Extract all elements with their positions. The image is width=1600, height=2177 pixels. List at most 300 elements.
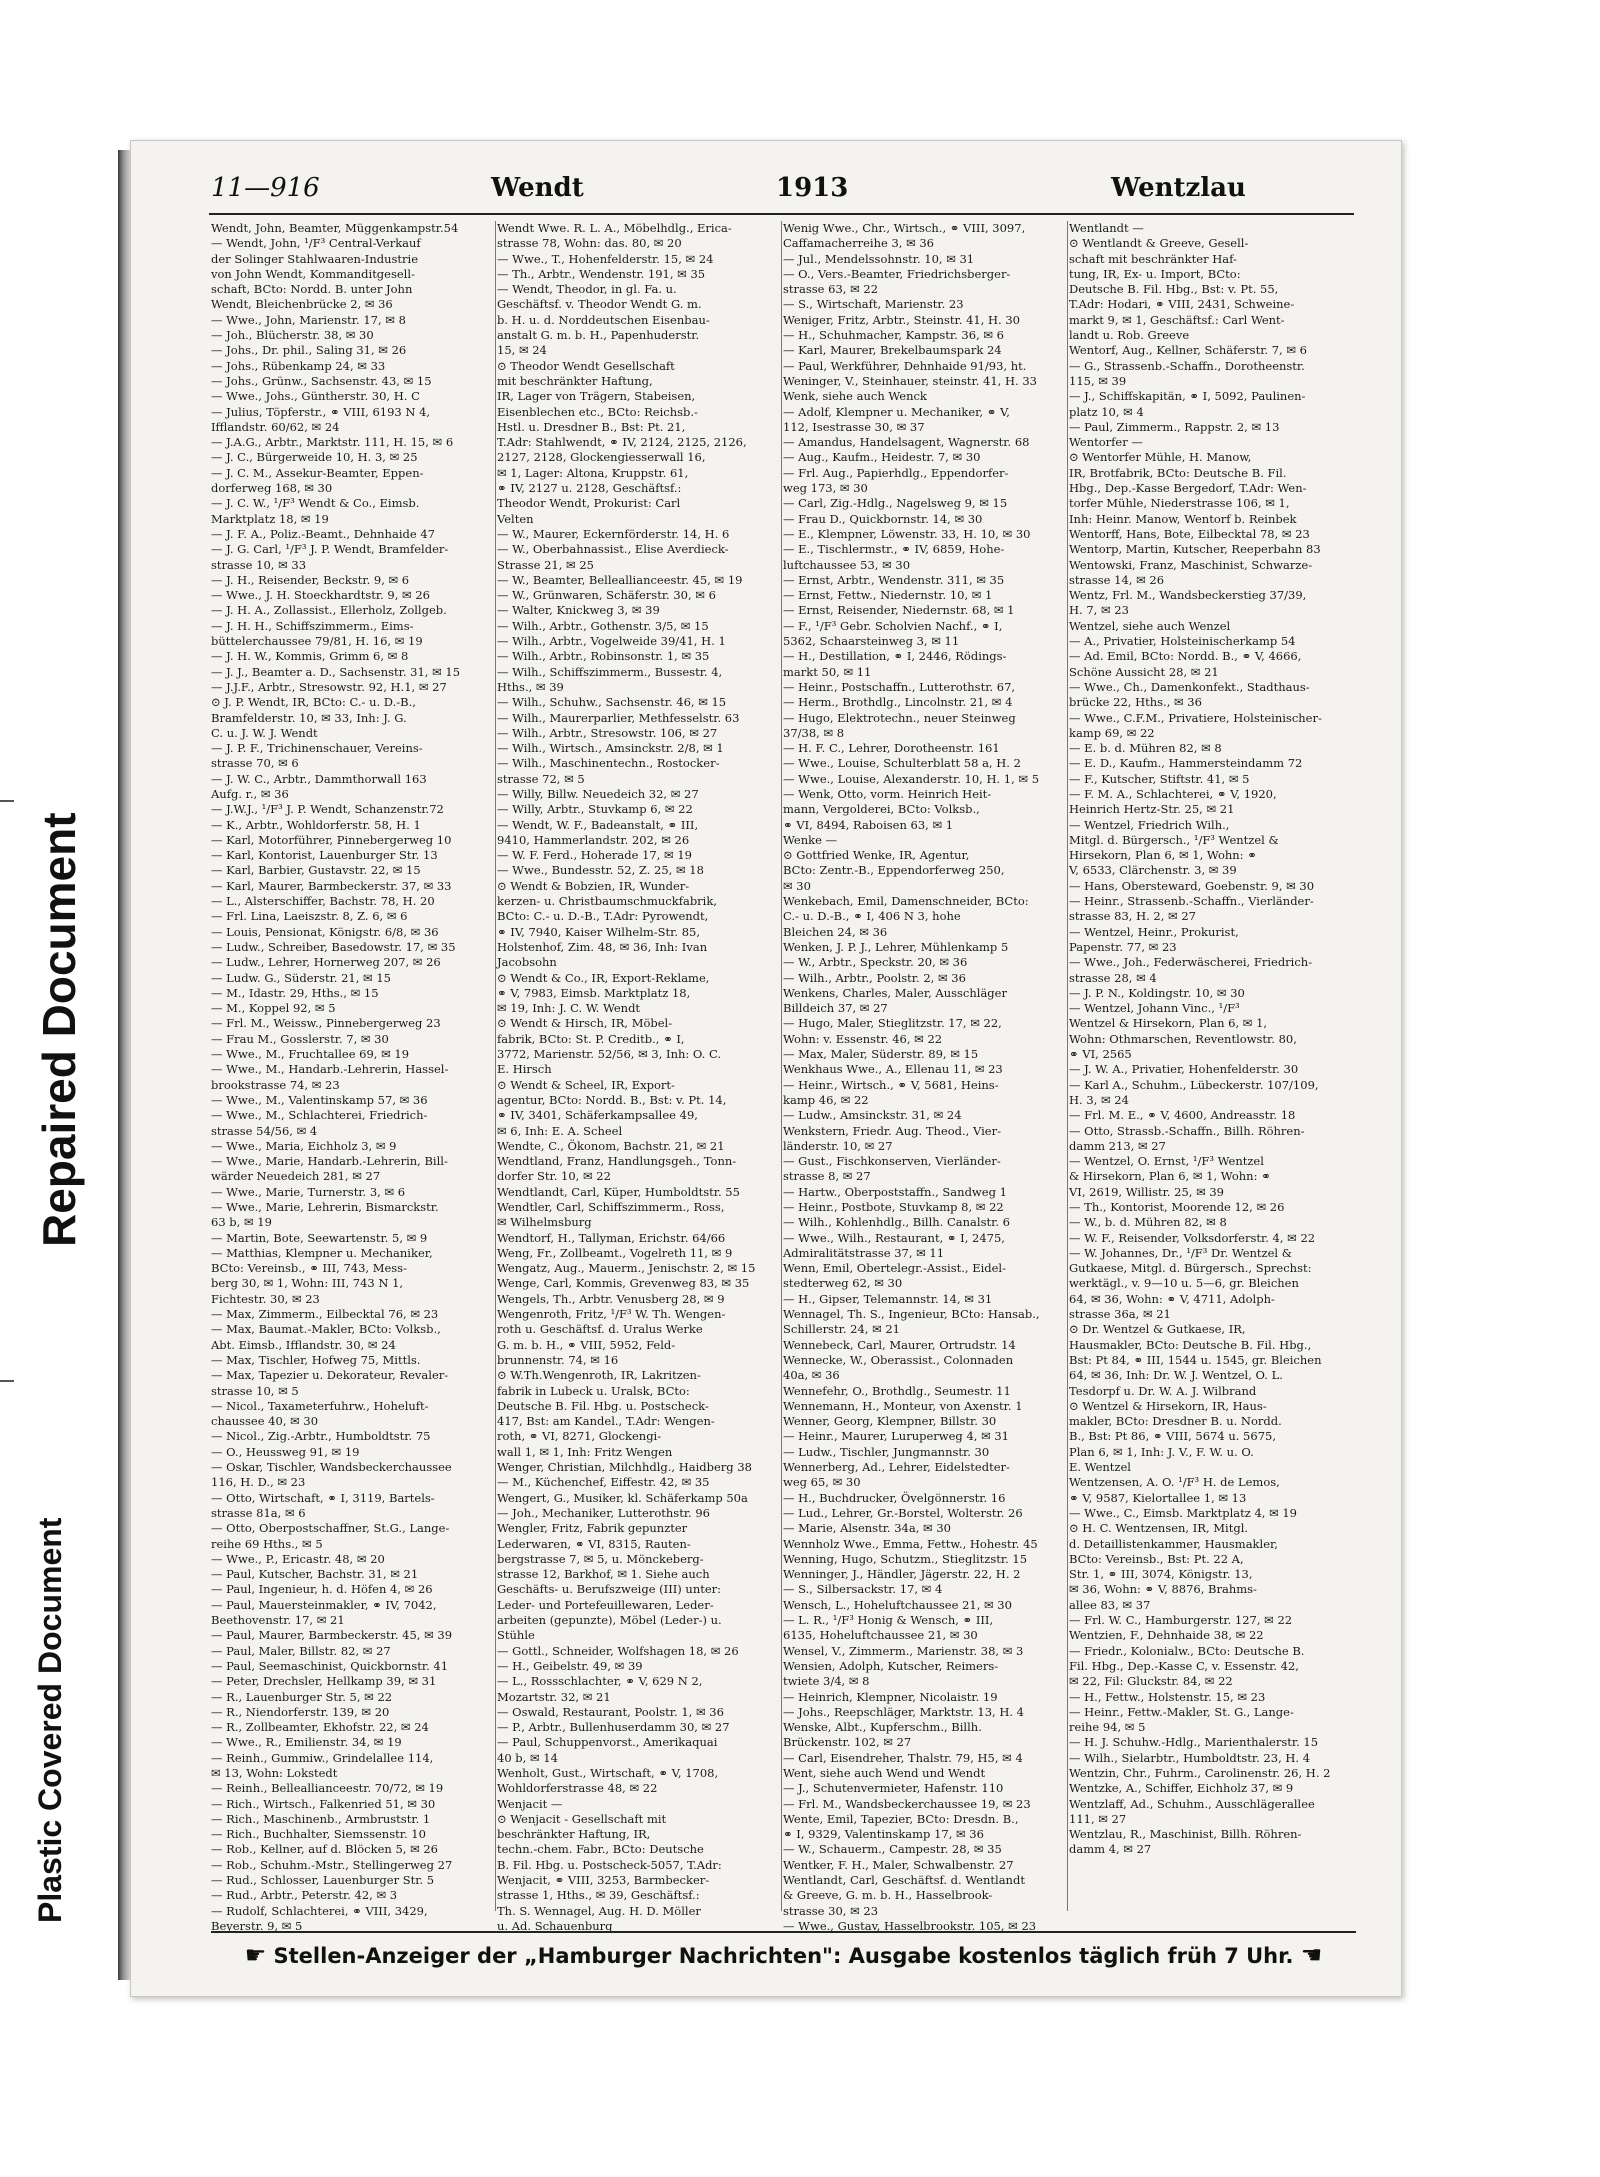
- directory-entry: — Ernst, Fettw., Niedernstr. 10, ✉ 1: [783, 588, 993, 603]
- directory-entry: BCto: Vereinsb., Bst: Pt. 22 A,: [1069, 1551, 1244, 1566]
- directory-entry: — Wwe., M., Schlachterei, Friedrich-: [211, 1108, 428, 1123]
- directory-entry: — J. P. N., Koldingstr. 10, ✉ 30: [1069, 985, 1245, 1000]
- directory-entry: ⚭ VI, 8494, Raboisen 63, ✉ 1: [783, 817, 954, 832]
- directory-entry: — Ad. Emil, BCto: Nordd. B., ⚭ V, 4666,: [1069, 649, 1302, 664]
- directory-entry: — Julius, Töpferstr., ⚭ VIII, 6193 N 4,: [211, 404, 431, 419]
- directory-entry: — Ernst, Reisender, Niedernstr. 68, ✉ 1: [783, 603, 1015, 618]
- directory-entry: — Peter, Drechsler, Hellkamp 39, ✉ 31: [211, 1674, 437, 1689]
- directory-entry: Hbg., Dep.-Kasse Bergedorf, T.Adr: Wen-: [1069, 481, 1307, 496]
- directory-entry: — Wilh., Maschinentechn., Rostocker-: [497, 756, 720, 771]
- directory-entry: — Wendt, W. F., Badeanstalt, ⚭ III,: [497, 817, 699, 832]
- directory-entry: kamp 69, ✉ 22: [1069, 725, 1155, 740]
- directory-entry: werktägl., v. 9—10 u. 5—6, gr. Bleichen: [1069, 1276, 1299, 1291]
- directory-entry: — Paul, Werkführer, Dehnhaide 91/93, ht.: [783, 358, 1027, 373]
- directory-entry: — Th., Arbtr., Wendenstr. 191, ✉ 35: [497, 266, 706, 281]
- directory-entry: chaussee 40, ✉ 30: [211, 1414, 319, 1429]
- directory-entry: Wenge, Carl, Kommis, Grevenweg 83, ✉ 35: [497, 1276, 750, 1291]
- directory-entry: — Wenk, Otto, vorm. Heinrich Heit-: [783, 786, 992, 801]
- directory-entry: ⊙ Wendt & Scheel, IR, Export-: [497, 1077, 675, 1092]
- directory-entry: — Max, Baumat.-Makler, BCto: Volksb.,: [211, 1322, 441, 1337]
- directory-entry: ⚭ V, 7983, Eimsb. Marktplatz 18,: [497, 985, 691, 1000]
- directory-entry: d. Detaillistenkammer, Hausmakler,: [1069, 1536, 1278, 1551]
- page-header: [211, 173, 1351, 207]
- directory-entry: 111, ✉ 27: [1069, 1811, 1127, 1826]
- directory-entry: ⊙ Wendt & Bobzien, IR, Wunder-: [497, 878, 690, 893]
- directory-entry: — Max, Tapezier u. Dekorateur, Revaler-: [211, 1368, 449, 1383]
- directory-entry: — Ludw., Schreiber, Basedowstr. 17, ✉ 35: [211, 939, 456, 954]
- directory-entry: — Wwe., M., Fruchtallee 69, ✉ 19: [211, 1047, 410, 1062]
- directory-entry: Fichtestr. 30, ✉ 23: [211, 1291, 320, 1306]
- directory-entry: fabrik in Lubeck u. Uralsk, BCto:: [497, 1383, 690, 1398]
- directory-entry: — Rich., Wirtsch., Falkenried 51, ✉ 30: [211, 1796, 436, 1811]
- directory-entry: — Rob., Kellner, auf d. Blöcken 5, ✉ 26: [211, 1842, 438, 1857]
- directory-entry: brunnenstr. 74, ✉ 16: [497, 1352, 619, 1367]
- directory-entry: & Greeve, G. m. b. H., Hasselbrook-: [783, 1888, 993, 1903]
- directory-entry: — Johs., Grünw., Sachsenstr. 43, ✉ 15: [211, 373, 432, 388]
- directory-entry: Wentlandt —: [1069, 221, 1144, 235]
- directory-entry: — Wwe., T., Hohenfelderstr. 15, ✉ 24: [497, 251, 714, 266]
- directory-entry: strasse 36a, ✉ 21: [1069, 1307, 1171, 1322]
- directory-entry: Strasse 21, ✉ 25: [497, 557, 594, 572]
- directory-entry: — W., Arbtr., Speckstr. 20, ✉ 36: [783, 955, 968, 970]
- directory-entry: — J. H. W., Kommis, Grimm 6, ✉ 8: [211, 649, 409, 664]
- directory-entry: — J. F. A., Poliz.-Beamt., Dehnhaide 47: [211, 526, 435, 541]
- directory-entry: Beethovenstr. 17, ✉ 21: [211, 1613, 345, 1628]
- directory-entry: kamp 46, ✉ 22: [783, 1092, 869, 1107]
- directory-entry: Wohn: Othmarschen, Reventlowstr. 80,: [1069, 1031, 1297, 1046]
- directory-entry: — F., ¹/F³ Gebr. Scholvien Nachf., ⚭ I,: [783, 618, 1003, 633]
- directory-entry: — Carl, Zig.-Hdlg., Nagelsweg 9, ✉ 15: [783, 496, 1008, 511]
- directory-entry: Wenk, siehe auch Wenck: [783, 389, 927, 404]
- directory-entry: — Wilh., Maurerparlier, Methfesselstr. 63: [497, 710, 740, 725]
- directory-entry: techn.-chem. Fabr., BCto: Deutsche: [497, 1842, 704, 1857]
- directory-entry: strasse 30, ✉ 23: [783, 1903, 879, 1918]
- directory-entry: büttelerchaussee 79/81, H. 16, ✉ 19: [211, 634, 423, 649]
- directory-entry: — R., Niendorferstr. 139, ✉ 20: [211, 1704, 390, 1719]
- directory-entry: twiete 3/4, ✉ 8: [783, 1674, 870, 1689]
- column-divider: [1067, 221, 1068, 1911]
- directory-entry: — Willy, Arbtr., Stuvkamp 6, ✉ 22: [497, 802, 693, 817]
- directory-entry: — Reinh., Belleallianceestr. 70/72, ✉ 19: [211, 1781, 444, 1796]
- directory-entry: dorferweg 168, ✉ 30: [211, 481, 333, 496]
- directory-entry: strasse 72, ✉ 5: [497, 771, 585, 786]
- directory-entry: — Lud., Lehrer, Gr.-Borstel, Wolterstr. 26: [783, 1505, 1023, 1520]
- directory-entry: Hausmakler, BCto: Deutsche B. Fil. Hbg.,: [1069, 1337, 1312, 1352]
- directory-entry: — J. W. C., Arbtr., Dammthorwall 163: [211, 771, 427, 786]
- directory-entry: Bleichen 24, ✉ 36: [783, 924, 888, 939]
- directory-entry: & Hirsekorn, Plan 6, ✉ 1, Wohn: ⚭: [1069, 1169, 1271, 1184]
- directory-entry: Velten: [497, 511, 534, 526]
- directory-entry: strasse 63, ✉ 22: [783, 282, 879, 297]
- directory-entry: ✉ 36, Wohn: ⚭ V, 8876, Brahms-: [1069, 1582, 1257, 1597]
- directory-entry: luftchaussee 53, ✉ 30: [783, 557, 911, 572]
- directory-entry: — Wilh., Arbtr., Stresowstr. 106, ✉ 27: [497, 725, 718, 740]
- directory-entry: — J., Schiffskapitän, ⚭ I, 5092, Paulinen-: [1069, 389, 1306, 404]
- directory-entry: — H. F. C., Lehrer, Dorotheenstr. 161: [783, 741, 1000, 756]
- directory-entry: Wenke —: [783, 832, 838, 847]
- directory-entry: — Paul, Maurer, Barmbeckerstr. 45, ✉ 39: [211, 1628, 453, 1643]
- directory-entry: — Jul., Mendelssohnstr. 10, ✉ 31: [783, 251, 975, 266]
- directory-entry: — Martin, Bote, Seewartenstr. 5, ✉ 9: [211, 1230, 428, 1245]
- directory-entry: Geschäftsf. v. Theodor Wendt G. m.: [497, 297, 702, 312]
- directory-entry: — J. P. F., Trichinenschauer, Vereins-: [211, 741, 423, 756]
- directory-entry: — H., Fettw., Holstenstr. 15, ✉ 23: [1069, 1689, 1266, 1704]
- directory-entry: Wengenroth, Fritz, ¹/F³ W. Th. Wengen-: [497, 1307, 726, 1322]
- directory-entry: ⚭ IV, 2127 u. 2128, Geschäftsf.:: [497, 481, 682, 496]
- directory-entry: — J. H., Reisender, Beckstr. 9, ✉ 6: [211, 572, 410, 587]
- directory-entry: weg 173, ✉ 30: [783, 481, 868, 496]
- directory-entry: strasse 81a, ✉ 6: [211, 1505, 306, 1520]
- pointing-hand-right-icon: ☚: [1300, 1941, 1323, 1969]
- directory-entry: Weninger, V., Steinhauer, steinstr. 41, H. 33: [783, 373, 1037, 388]
- directory-entry: Aufg. r., ✉ 36: [211, 786, 289, 801]
- directory-column-1: [211, 221, 494, 1933]
- directory-entry: — Nicol., Taxameterfuhrw., Hoheluft-: [211, 1398, 429, 1413]
- directory-entry: — Frl. M., Weissw., Pinnebergerweg 23: [211, 1016, 441, 1031]
- directory-entry: — Wentzel, Johann Vinc., ¹/F³: [1069, 1001, 1240, 1016]
- directory-entry: mann, Vergolderei, BCto: Volksb.,: [783, 802, 980, 817]
- directory-entry: ✉ 30: [783, 878, 811, 893]
- directory-entry: — H., Destillation, ⚭ I, 2446, Rödings-: [783, 649, 1007, 664]
- directory-entry: 63 b, ✉ 19: [211, 1215, 272, 1230]
- directory-entry: — Karl A., Schuhm., Lübeckerstr. 107/109,: [1069, 1077, 1319, 1092]
- directory-entry: Wentz, Frl. M., Wandsbeckerstieg 37/39,: [1069, 588, 1307, 603]
- directory-entry: Wendtorf, H., Tallyman, Erichstr. 64/66: [497, 1230, 726, 1245]
- directory-entry: ⊙ Dr. Wentzel & Gutkaese, IR,: [1069, 1322, 1246, 1337]
- directory-entry: 64, ✉ 36, Wohn: ⚭ V, 4711, Adolph-: [1069, 1291, 1275, 1306]
- directory-entry: — J. C., Bürgerweide 10, H. 3, ✉ 25: [211, 450, 418, 465]
- directory-entry: — Johs., Reepschläger, Marktstr. 13, H. 4: [783, 1704, 1024, 1719]
- directory-entry: Wohn: v. Essenstr. 46, ✉ 22: [783, 1031, 943, 1046]
- directory-entry: — Wwe., Gustav, Hasselbrookstr. 105, ✉ 23: [783, 1918, 1037, 1933]
- header-first-name: Wendt: [491, 173, 584, 203]
- directory-entry: — H., Gipser, Telemannstr. 14, ✉ 31: [783, 1291, 993, 1306]
- directory-entry: 64, ✉ 36, Inh: Dr. W. J. Wentzel, O. L.: [1069, 1368, 1283, 1383]
- directory-entry: ⊙ Gottfried Wenke, IR, Agentur,: [783, 848, 970, 863]
- directory-entry: — H. J. Schuhw.-Hdlg., Marienthalerstr. 15: [1069, 1735, 1319, 1750]
- directory-entry: dorfer Str. 10, ✉ 22: [497, 1169, 611, 1184]
- directory-entry: — Ludw., Tischler, Jungmannstr. 30: [783, 1444, 990, 1459]
- directory-entry: 417, Bst: am Kandel., T.Adr: Wengen-: [497, 1414, 715, 1429]
- directory-entry: strasse 83, H. 2, ✉ 27: [1069, 909, 1196, 924]
- directory-entry: — Paul, Seemaschinist, Quickbornstr. 41: [211, 1658, 449, 1673]
- directory-entry: V, 6533, Clärchenstr. 3, ✉ 39: [1069, 863, 1237, 878]
- directory-entry: IR, Brotfabrik, BCto: Deutsche B. Fil.: [1069, 465, 1287, 480]
- directory-entry: — Max, Maler, Süderstr. 89, ✉ 15: [783, 1047, 979, 1062]
- directory-entry: Wentowski, Franz, Maschinist, Schwarze-: [1069, 557, 1313, 572]
- directory-entry: T.Adr: Hodari, ⚭ VIII, 2431, Schweine-: [1069, 297, 1295, 312]
- directory-entry: Weniger, Fritz, Arbtr., Steinstr. 41, H. 30: [783, 312, 1020, 327]
- directory-entry: Wendt Wwe. R. L. A., Möbelhdlg., Erica-: [497, 221, 732, 235]
- directory-entry: strasse 14, ✉ 26: [1069, 572, 1165, 587]
- directory-entry: — Otto, Oberpostschaffner, St.G., Lange-: [211, 1521, 450, 1536]
- directory-entry: H. 3, ✉ 24: [1069, 1092, 1129, 1107]
- directory-entry: ⊙ Wendt & Hirsch, IR, Möbel-: [497, 1016, 673, 1031]
- directory-entry: — Heinr., Postbote, Stuvkamp 8, ✉ 22: [783, 1200, 1004, 1214]
- directory-entry: strasse 8, ✉ 27: [783, 1169, 871, 1184]
- directory-entry: der Solinger Stahlwaaren-Industrie: [211, 251, 419, 266]
- directory-entry: Billdeich 37, ✉ 27: [783, 1001, 888, 1016]
- directory-entry: — J. H. A., Zollassist., Ellerholz, Zollgeb.: [211, 603, 447, 618]
- directory-entry: Wengert, G., Musiker, kl. Schäferkamp 50a: [497, 1490, 748, 1505]
- directory-entry: — Wilh., Arbtr., Vogelweide 39/41, H. 1: [497, 634, 726, 649]
- directory-entry: IR, Lager von Trägern, Stabeisen,: [497, 389, 696, 404]
- directory-entry: — Johs., Dr. phil., Saling 31, ✉ 26: [211, 343, 407, 358]
- directory-entry: — Wwe., J. H. Stoeckhardtstr. 9, ✉ 26: [211, 588, 430, 603]
- directory-entry: ✉ 1, Lager: Altona, Kruppstr. 61,: [497, 465, 689, 480]
- directory-entry: BCto: C.- u. D.-B., T.Adr: Pyrowendt,: [497, 909, 709, 924]
- directory-entry: Lederwaren, ⚭ VI, 8315, Rauten-: [497, 1536, 691, 1551]
- directory-entry: — J., Schutenvermieter, Hafenstr. 110: [783, 1781, 1004, 1796]
- directory-entry: Wenken, J. P. J., Lehrer, Mühlenkamp 5: [783, 939, 1009, 954]
- directory-entry: — W., Beamter, Belleallianceestr. 45, ✉ 19: [497, 572, 743, 587]
- directory-entry: — J. W. A., Privatier, Hohenfelderstr. 30: [1069, 1062, 1299, 1077]
- directory-entry: — Heinrich, Klempner, Nicolaistr. 19: [783, 1689, 998, 1704]
- directory-entry: Stühle: [497, 1628, 535, 1643]
- directory-entry: — Karl, Maurer, Brekelbaumspark 24: [783, 343, 1002, 358]
- directory-entry: Wentzlau, R., Maschinist, Billh. Röhren-: [1069, 1827, 1302, 1842]
- directory-entry: — Heinr., Maurer, Luruperweg 4, ✉ 31: [783, 1429, 1009, 1444]
- column-divider: [495, 221, 496, 1911]
- directory-entry: Went, siehe auch Wend und Wendt: [783, 1765, 986, 1780]
- directory-column-3: [783, 221, 1066, 1933]
- directory-entry: — Ludw. G., Süderstr. 21, ✉ 15: [211, 970, 391, 985]
- pointing-hand-left-icon: ☛: [244, 1941, 267, 1969]
- directory-entry: Brückenstr. 102, ✉ 27: [783, 1735, 912, 1750]
- directory-entry: — Wentzel, O. Ernst, ¹/F³ Wentzel: [1069, 1154, 1264, 1169]
- directory-entry: Wenholt, Gust., Wirtschaft, ⚭ V, 1708,: [497, 1765, 719, 1780]
- directory-entry: Inh: Heinr. Manow, Wentorf b. Reinbek: [1069, 511, 1297, 526]
- directory-entry: Wennerberg, Ad., Lehrer, Eidelstedter-: [783, 1460, 1010, 1475]
- directory-entry: fabrik, BCto: St. P. Creditb., ⚭ I,: [497, 1031, 685, 1046]
- directory-entry: Wendt, John, Beamter, Müggenkampstr.54: [211, 221, 459, 235]
- directory-entry: ✉ Wilhelmsburg: [497, 1215, 592, 1230]
- directory-entry: — Oskar, Tischler, Wandsbeckerchaussee: [211, 1460, 452, 1475]
- directory-entry: Beyerstr. 9, ✉ 5: [211, 1918, 303, 1933]
- directory-entry: — Walter, Knickweg 3, ✉ 39: [497, 603, 660, 618]
- directory-entry: anstalt G. m. b. H., Papenhuderstr.: [497, 328, 700, 343]
- directory-entry: Wenjacit —: [497, 1796, 563, 1811]
- directory-entry: — J.A.G., Arbtr., Marktstr. 111, H. 15, ✉ 6: [211, 435, 454, 450]
- directory-entry: — L. R., ¹/F³ Honig & Wensch, ⚭ III,: [783, 1613, 994, 1628]
- directory-entry: — Aug., Kaufm., Heidestr. 7, ✉ 30: [783, 450, 981, 465]
- directory-entry: bergstrasse 7, ✉ 5, u. Mönckeberg-: [497, 1551, 704, 1566]
- directory-entry: Deutsche B. Fil. Hbg., Bst: v. Pt. 55,: [1069, 282, 1279, 297]
- directory-entry: — Max, Tischler, Hofweg 75, Mittls.: [211, 1352, 421, 1367]
- directory-entry: ⚭ VI, 2565: [1069, 1047, 1132, 1062]
- directory-entry: — J.W.J., ¹/F³ J. P. Wendt, Schanzenstr.72: [211, 802, 444, 817]
- directory-entry: Wendtland, Franz, Handlungsgeh., Tonn-: [497, 1154, 737, 1169]
- directory-entry: — Wentzel, Friedrich Wilh.,: [1069, 817, 1230, 832]
- directory-entry: — Carl, Eisendreher, Thalstr. 79, H5, ✉ 4: [783, 1750, 1023, 1765]
- directory-entry: Wenning, Hugo, Schutzm., Stieglitzstr. 15: [783, 1551, 1028, 1566]
- directory-entry: Weng, Fr., Zollbeamt., Vogelreth 11, ✉ 9: [497, 1245, 733, 1260]
- directory-entry: — Wilh., Sielarbtr., Humboldtstr. 23, H. 4: [1069, 1750, 1311, 1765]
- directory-entry: ✉ 19, Inh: J. C. W. Wendt: [497, 1001, 641, 1016]
- directory-entry: markt 50, ✉ 11: [783, 664, 872, 679]
- directory-entry: — R., Lauenburger Str. 5, ✉ 22: [211, 1689, 393, 1704]
- directory-entry: 37/38, ✉ 8: [783, 725, 845, 740]
- directory-entry: — Oswald, Restaurant, Poolstr. 1, ✉ 36: [497, 1704, 724, 1719]
- directory-entry: — J. C. W., ¹/F³ Wendt & Co., Eimsb.: [211, 496, 420, 511]
- directory-entry: Wentorf, Aug., Kellner, Schäferstr. 7, ✉ 6: [1069, 343, 1307, 358]
- directory-entry: stedterweg 62, ✉ 30: [783, 1276, 903, 1291]
- directory-entry: reihe 94, ✉ 5: [1069, 1720, 1146, 1735]
- directory-entry: Leder- und Portefeuillewaren, Leder-: [497, 1597, 714, 1612]
- directory-entry: Wentker, F. H., Maler, Schwalbenstr. 27: [783, 1857, 1014, 1872]
- directory-entry: — Paul, Kutscher, Bachstr. 31, ✉ 21: [211, 1567, 419, 1582]
- directory-entry: ⚭ IV, 3401, Schäferkampsallee 49,: [497, 1108, 698, 1123]
- directory-entry: — E. b. d. Mühren 82, ✉ 8: [1069, 741, 1222, 756]
- directory-entry: damm 213, ✉ 27: [1069, 1138, 1166, 1153]
- directory-entry: C. u. J. W. J. Wendt: [211, 725, 318, 740]
- repaired-document-label: Repaired Document: [33, 812, 85, 1248]
- directory-entry: ✉ 13, Wohn: Lokstedt: [211, 1765, 338, 1780]
- directory-entry: — Frau M., Gosslerstr. 7, ✉ 30: [211, 1031, 389, 1046]
- directory-entry: Jacobsohn: [497, 955, 557, 970]
- directory-entry: — Heinr., Fettw.-Makler, St. G., Lange-: [1069, 1704, 1294, 1719]
- directory-entry: Wentorff, Hans, Bote, Eilbecktal 78, ✉ 23: [1069, 526, 1310, 541]
- directory-entry: — Rich., Buchhalter, Siemssenstr. 10: [211, 1827, 426, 1842]
- directory-entry: — Wendt, John, ¹/F³ Central-Verkauf: [211, 236, 421, 251]
- directory-entry: ⊙ W.Th.Wengenroth, IR, Lakritzen-: [497, 1368, 701, 1383]
- directory-entry: — Willy, Billw. Neuedeich 32, ✉ 27: [497, 786, 699, 801]
- directory-entry: BCto: Vereinsb., ⚭ III, 743, Mess-: [211, 1261, 407, 1276]
- directory-entry: 3772, Marienstr. 52/56, ✉ 3, Inh: O. C.: [497, 1047, 722, 1062]
- directory-entry: Wengler, Fritz, Fabrik gepunzter: [497, 1521, 688, 1536]
- directory-entry: — Wwe., Bundesstr. 52, Z. 25, ✉ 18: [497, 863, 704, 878]
- directory-entry: Eisenblechen etc., BCto: Reichsb.-: [497, 404, 698, 419]
- directory-entry: Geschäfts- u. Berufszweige (III) unter:: [497, 1582, 722, 1597]
- directory-entry: strasse 12, Barkhof, ✉ 1. Siehe auch: [497, 1567, 710, 1582]
- directory-column-2: [497, 221, 780, 1933]
- directory-entry: Wohldorferstrasse 48, ✉ 22: [497, 1781, 658, 1796]
- directory-entry: Ifflandstr. 60/62, ✉ 24: [211, 419, 340, 434]
- directory-entry: Schöne Aussicht 28, ✉ 21: [1069, 664, 1219, 679]
- directory-entry: — W. Johannes, Dr., ¹/F³ Dr. Wentzel &: [1069, 1245, 1292, 1260]
- directory-entry: ✉ 22, Fil: Gluckstr. 84, ✉ 22: [1069, 1674, 1233, 1689]
- directory-entry: — Ernst, Arbtr., Wendenstr. 311, ✉ 35: [783, 572, 1005, 587]
- directory-entry: — Gust., Fischkonserven, Vierländer-: [783, 1154, 1001, 1169]
- directory-entry: Wentlandt, Carl, Geschäftsf. d. Wentlandt: [783, 1873, 1025, 1888]
- directory-entry: Hstl. u. Dresdner B., Bst: Pt. 21,: [497, 419, 686, 434]
- directory-entry: — Matthias, Klempner u. Mechaniker,: [211, 1245, 433, 1260]
- directory-entry: markt 9, ✉ 1, Geschäftsf.: Carl Went-: [1069, 312, 1285, 327]
- directory-entry: — Otto, Wirtschaft, ⚭ I, 3119, Bartels-: [211, 1490, 435, 1505]
- directory-entry: — Wilh., Schiffszimmerm., Bussestr. 4,: [497, 664, 723, 679]
- directory-entry: Theodor Wendt, Prokurist: Carl: [497, 496, 681, 511]
- directory-entry: — Wilh., Arbtr., Poolstr. 2, ✉ 36: [783, 970, 966, 985]
- directory-entry: ⊙ J. P. Wendt, IR, BCto: C.- u. D.-B.,: [211, 695, 416, 710]
- directory-entry: H. 7, ✉ 23: [1069, 603, 1129, 618]
- directory-entry: — E. D., Kaufm., Hammersteindamm 72: [1069, 756, 1303, 771]
- directory-entry: länderstr. 10, ✉ 27: [783, 1138, 893, 1153]
- directory-entry: B. Fil. Hbg. u. Postscheck-5057, T.Adr:: [497, 1857, 722, 1872]
- directory-entry: Wenig Wwe., Chr., Wirtsch., ⚭ VIII, 3097,: [783, 221, 1026, 235]
- directory-entry: ⊙ Theodor Wendt Gesellschaft: [497, 358, 675, 373]
- directory-entry: Wennholz Wwe., Emma, Fettw., Hohestr. 45: [783, 1536, 1038, 1551]
- footer-notice: Stellen-Anzeiger der „Hamburger Nachrichten": Ausgabe kostenlos täglich früh 7 Uhr.: [273, 1944, 1294, 1968]
- directory-entry: Wensel, V., Zimmerm., Marienstr. 38, ✉ 3: [783, 1643, 1024, 1658]
- directory-entry: Admiralitätstrasse 37, ✉ 11: [783, 1245, 945, 1260]
- directory-entry: Wensch, L., Hoheluftchaussee 21, ✉ 30: [783, 1597, 1012, 1612]
- directory-entry: — Heinr., Wirtsch., ⚭ V, 5681, Heins-: [783, 1077, 999, 1092]
- directory-entry: — Johs., Rübenkamp 24, ✉ 33: [211, 358, 386, 373]
- directory-entry: Wentzel, siehe auch Wenzel: [1069, 618, 1231, 633]
- directory-entry: E. Hirsch: [497, 1062, 552, 1077]
- directory-entry: — Wilh., Arbtr., Gothenstr. 3/5, ✉ 15: [497, 618, 709, 633]
- directory-entry: Tesdorpf u. Dr. W. A. J. Wilbrand: [1069, 1383, 1257, 1398]
- directory-entry: — Wendt, Theodor, in gl. Fa. u.: [497, 282, 677, 297]
- directory-entry: Wengatz, Aug., Mauerm., Jenischstr. 2, ✉ 15: [497, 1261, 756, 1276]
- directory-entry: wärder Neuedeich 281, ✉ 27: [211, 1169, 381, 1184]
- directory-entry: strasse 78, Wohn: das. 80, ✉ 20: [497, 236, 682, 251]
- side-divider: [0, 1380, 14, 1382]
- directory-entry: — Heinr., Strassenb.-Schaffn., Vierländer-: [1069, 894, 1314, 909]
- directory-entry: Wenkstern, Friedr. Aug. Theod., Vier-: [783, 1123, 1001, 1138]
- directory-entry: Schillerstr. 24, ✉ 21: [783, 1322, 900, 1337]
- directory-entry: — Rud., Schlosser, Lauenburger Str. 5: [211, 1873, 435, 1888]
- directory-entry: — Friedr., Kolonialw., BCto: Deutsche B.: [1069, 1643, 1305, 1658]
- directory-entry: Heinrich Hertz-Str. 25, ✉ 21: [1069, 802, 1235, 817]
- directory-entry: 6135, Hoheluftchaussee 21, ✉ 30: [783, 1628, 978, 1643]
- directory-entry: Wenske, Albt., Kupferschm., Billh.: [783, 1720, 982, 1735]
- directory-entry: wall 1, ✉ 1, Inh: Fritz Wengen: [497, 1444, 673, 1459]
- directory-entry: — Hugo, Elektrotechn., neuer Steinweg: [783, 710, 1016, 725]
- directory-entry: beschränkter Haftung, IR,: [497, 1827, 651, 1842]
- directory-entry: — W., Oberbahnassist., Elise Averdieck-: [497, 542, 729, 557]
- directory-entry: — O., Vers.-Beamter, Friedrichsberger-: [783, 266, 1011, 281]
- directory-entry: ⊙ Wentorfer Mühle, H. Manow,: [1069, 450, 1252, 465]
- directory-entry: — Frl. Lina, Laeiszstr. 8, Z. 6, ✉ 6: [211, 909, 408, 924]
- directory-entry: Wentzel & Hirsekorn, Plan 6, ✉ 1,: [1069, 1016, 1268, 1031]
- directory-entry: — Karl, Barbier, Gustavstr. 22, ✉ 15: [211, 863, 421, 878]
- directory-entry: Wentzke, A., Schiffer, Eichholz 37, ✉ 9: [1069, 1781, 1294, 1796]
- directory-entry: Wennemann, H., Monteur, von Axenstr. 1: [783, 1398, 1023, 1413]
- directory-entry: ✉ 6, Inh: E. A. Scheel: [497, 1123, 623, 1138]
- header-rule: [209, 213, 1354, 215]
- directory-entry: 112, Isestrasse 30, ✉ 37: [783, 419, 925, 434]
- directory-entry: — Wwe., John, Marienstr. 17, ✉ 8: [211, 312, 406, 327]
- directory-entry: Wendtler, Carl, Schiffszimmerm., Ross,: [497, 1200, 725, 1214]
- directory-entry: makler, BCto: Dresdner B. u. Nordd.: [1069, 1414, 1282, 1429]
- directory-entry: — Gottl., Schneider, Wolfshagen 18, ✉ 26: [497, 1643, 739, 1658]
- directory-entry: B., Bst: Pt 86, ⚭ VIII, 5674 u. 5675,: [1069, 1429, 1276, 1444]
- directory-entry: — F., Kutscher, Stiftstr. 41, ✉ 5: [1069, 771, 1250, 786]
- directory-entry: — Rudolf, Schlachterei, ⚭ VIII, 3429,: [211, 1903, 428, 1918]
- directory-entry: 40 b, ✉ 14: [497, 1750, 558, 1765]
- directory-entry: Papenstr. 77, ✉ 23: [1069, 939, 1177, 954]
- directory-entry: roth, ⚭ VI, 8271, Glockengi-: [497, 1429, 662, 1444]
- directory-entry: agentur, BCto: Nordd. B., Bst: v. Pt. 14,: [497, 1092, 727, 1107]
- directory-entry: 15, ✉ 24: [497, 343, 547, 358]
- directory-entry: — Wwe., Johs., Güntherstr. 30, H. C: [211, 389, 420, 404]
- directory-entry: strasse 54/56, ✉ 4: [211, 1123, 318, 1138]
- directory-entry: strasse 1, Hths., ✉ 39, Geschäftsf.:: [497, 1888, 700, 1903]
- directory-entry: — K., Arbtr., Wohldorferstr. 58, H. 1: [211, 817, 421, 832]
- directory-entry: — H., Buchdrucker, Övelgönnerstr. 16: [783, 1490, 1006, 1505]
- directory-entry: — S., Wirtschaft, Marienstr. 23: [783, 297, 964, 312]
- directory-entry: Holstenhof, Zim. 48, ✉ 36, Inh: Ivan: [497, 939, 708, 954]
- directory-entry: — Wwe., Joh., Federwäscherei, Friedrich-: [1069, 955, 1313, 970]
- page-footer: [211, 1931, 1356, 1971]
- directory-entry: — W., Schauerm., Campestr. 28, ✉ 35: [783, 1842, 1002, 1857]
- directory-entry: — Wwe., C.F.M., Privatiere, Holsteinischer-: [1069, 710, 1322, 725]
- directory-entry: — M., Küchenchef, Eiffestr. 42, ✉ 35: [497, 1475, 710, 1490]
- directory-entry: Wennecke, W., Oberassist., Colonnaden: [783, 1352, 1014, 1367]
- directory-entry: — Wwe., R., Emilienstr. 34, ✉ 19: [211, 1735, 402, 1750]
- directory-entry: VI, 2619, Willistr. 25, ✉ 39: [1069, 1184, 1225, 1199]
